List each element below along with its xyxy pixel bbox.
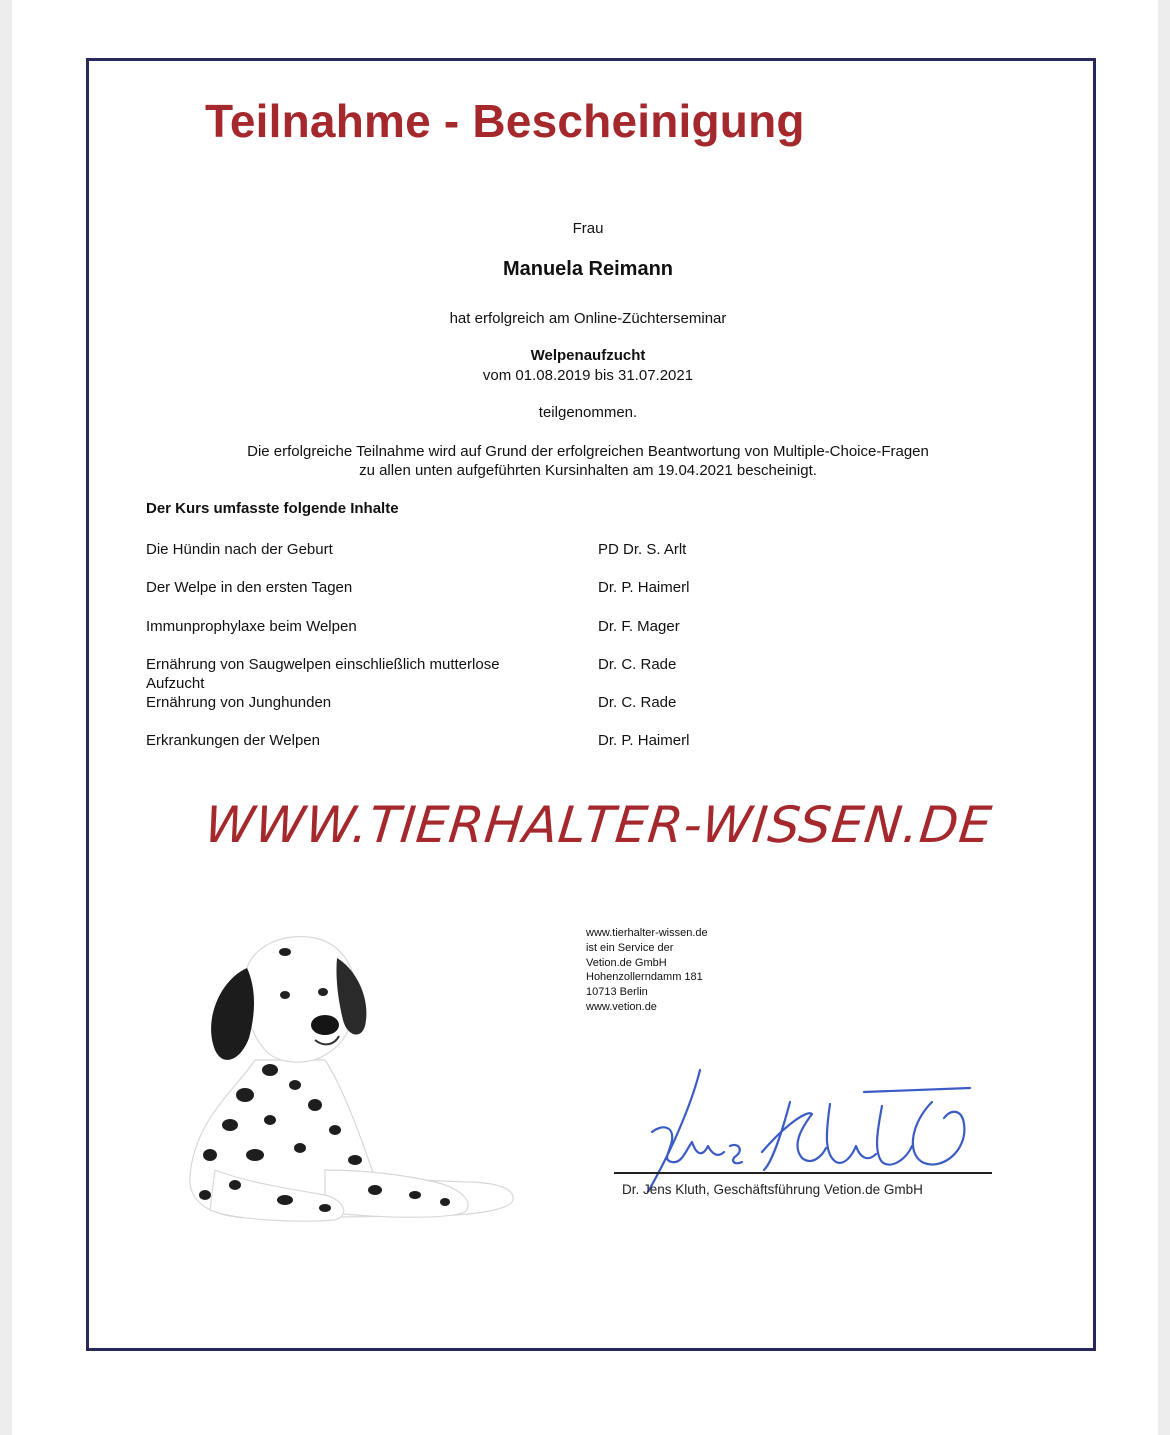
topic-2: Der Welpe in den ersten Tagen [146, 579, 353, 596]
course-intro: hat erfolgreich am Online-Züchterseminar [449, 310, 727, 327]
lecturer-2: Dr. P. Haimerl [598, 579, 690, 596]
lecturer-6: Dr. P. Haimerl [598, 732, 690, 749]
imprint-line: Hohenzollerndamm 181 [586, 971, 703, 984]
basis-line-1: Die erfolgreiche Teilnahme wird auf Grund der erfolgreichen Beantwortung von Multiple-Choice-Fragen [247, 443, 929, 460]
imprint-line: Vetion.de GmbH [586, 956, 667, 969]
course-name: Welpenaufzucht [530, 347, 646, 364]
basis-line-2: zu allen unten aufgeführten Kursinhalten am 19.04.2021 bescheinigt. [359, 462, 817, 479]
imprint-line: ist ein Service der [586, 941, 674, 954]
lecturer-5: Dr. C. Rade [598, 694, 677, 711]
salutation: Frau [572, 220, 604, 237]
certificate-title: Teilnahme - Bescheinigung [205, 95, 805, 147]
imprint-line: www.vetion.de [586, 1000, 657, 1013]
signature-caption: Dr. Jens Kluth, Geschäftsführung Vetion.de GmbH [622, 1182, 923, 1197]
dalmatian-puppy-image [175, 920, 520, 1230]
participated-text: teilgenommen. [538, 404, 638, 421]
topic-3: Immunprophylaxe beim Welpen [146, 618, 357, 635]
lecturer-4: Dr. C. Rade [598, 656, 677, 673]
topic-4: Ernährung von Saugwelpen einschließlich mutterlose Aufzucht [146, 656, 500, 692]
contents-heading: Der Kurs umfasste folgende Inhalte [146, 500, 399, 517]
imprint-block [586, 926, 708, 1015]
lecturer-3: Dr. F. Mager [598, 618, 680, 635]
signature-line [614, 1172, 992, 1174]
lecturer-1: PD Dr. S. Arlt [598, 541, 687, 558]
imprint-line: www.tierhalter-wissen.de [586, 927, 708, 939]
website-banner: WWW.TIERHALTER-WISSEN.DE [201, 796, 995, 854]
course-period: vom 01.08.2019 bis 31.07.2021 [482, 367, 694, 384]
topic-1: Die Hündin nach der Geburt [146, 541, 333, 558]
imprint-line: 10713 Berlin [586, 986, 648, 999]
topic-6: Erkrankungen der Welpen [146, 732, 320, 749]
participant-name: Manuela Reimann [502, 258, 674, 280]
topic-5: Ernährung von Junghunden [146, 694, 332, 711]
